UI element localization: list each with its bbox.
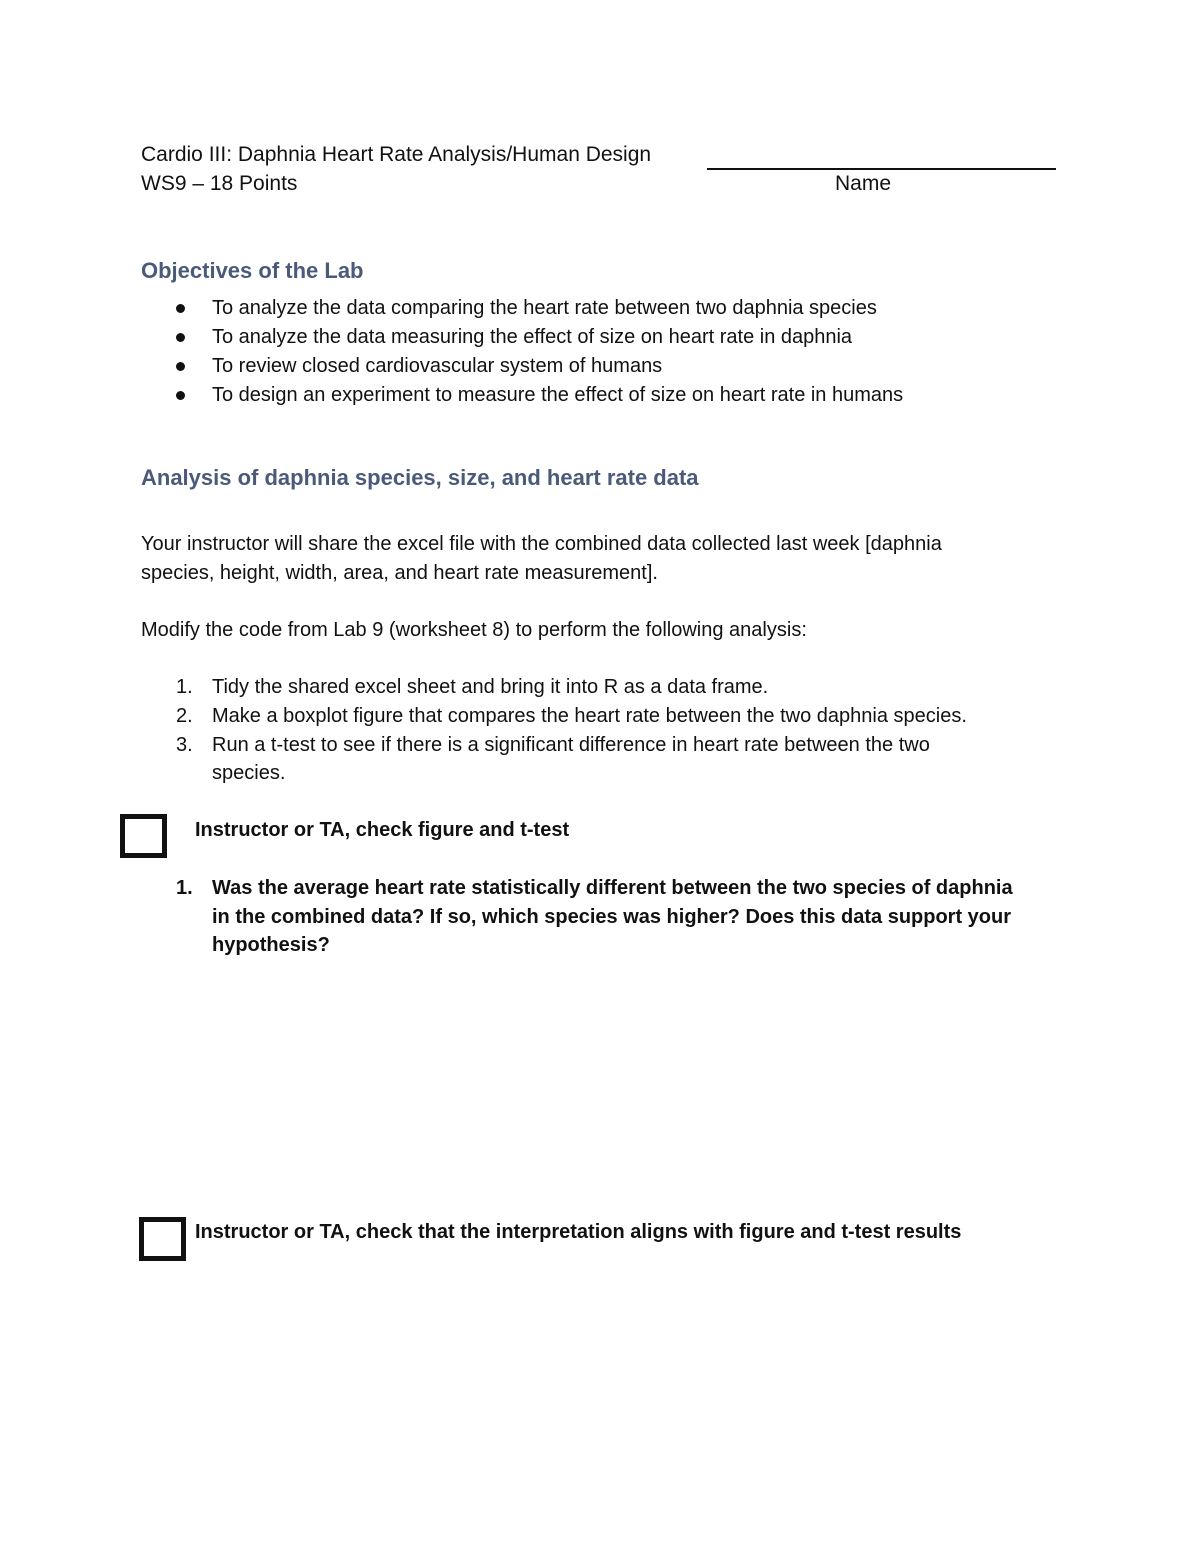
bullet-icon: [176, 304, 185, 313]
check-figure-label: Instructor or TA, check figure and t-test: [195, 819, 570, 841]
objective-item: To analyze the data measuring the effect of size on heart rate in daphnia: [212, 326, 853, 348]
step-text-continued: species.: [212, 762, 286, 784]
intro-paragraph-line: Your instructor will share the excel file with the combined data collected last week [daphnia: [141, 533, 942, 555]
question-text: in the combined data? If so, which species was higher? Does this data support your: [212, 906, 1012, 928]
name-label: Name: [835, 172, 892, 195]
question-number: 1.: [176, 877, 193, 899]
instructor-checkbox-interpretation[interactable]: [139, 1217, 186, 1261]
step-text: Tidy the shared excel sheet and bring it into R as a data frame.: [212, 676, 769, 698]
objectives-heading: Objectives of the Lab: [141, 258, 364, 283]
worksheet-title: Cardio III: Daphnia Heart Rate Analysis/Human Design: [141, 143, 652, 166]
objective-item: To analyze the data comparing the heart rate between two daphnia species: [212, 297, 877, 319]
question-text: Was the average heart rate statistically different between the two species of daphnia: [212, 877, 1013, 899]
bullet-icon: [176, 391, 185, 400]
worksheet-points: WS9 – 18 Points: [141, 172, 298, 195]
modify-instruction: Modify the code from Lab 9 (worksheet 8) to perform the following analysis:: [141, 619, 807, 641]
step-number: 3.: [176, 734, 193, 756]
instructor-checkbox-figure[interactable]: [120, 814, 167, 858]
answer-area[interactable]: [141, 970, 1056, 1200]
step-text: Run a t-test to see if there is a significant difference in heart rate between the two: [212, 734, 930, 756]
step-text: Make a boxplot figure that compares the heart rate between the two daphnia species.: [212, 705, 967, 727]
check-interpretation-label: Instructor or TA, check that the interpretation aligns with figure and t-test results: [195, 1221, 962, 1243]
objective-item: To design an experiment to measure the effect of size on heart rate in humans: [212, 384, 904, 406]
objective-item: To review closed cardiovascular system of humans: [212, 355, 663, 377]
step-number: 1.: [176, 676, 193, 698]
name-blank-line[interactable]: [707, 168, 1056, 170]
bullet-icon: [176, 362, 185, 371]
intro-paragraph-line: species, height, width, area, and heart rate measurement].: [141, 562, 658, 584]
step-number: 2.: [176, 705, 193, 727]
bullet-icon: [176, 333, 185, 342]
question-text: hypothesis?: [212, 934, 330, 956]
analysis-heading: Analysis of daphnia species, size, and heart rate data: [141, 465, 699, 490]
